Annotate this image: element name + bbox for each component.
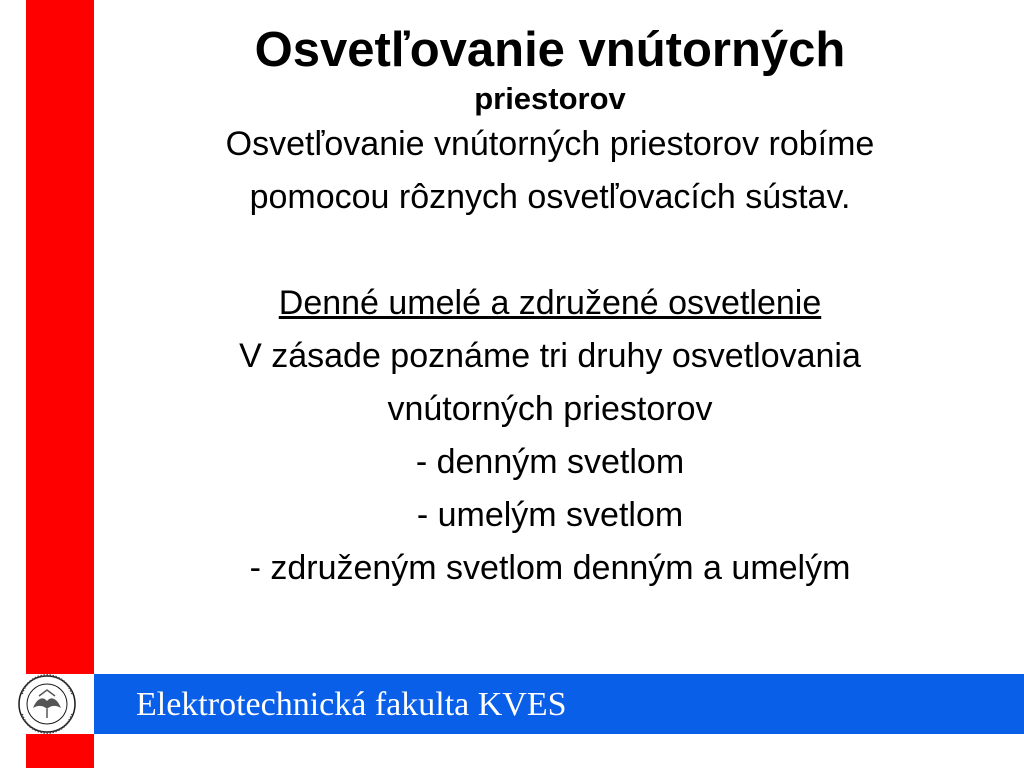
intro-line: Osvetľovanie vnútorných priestorov robíme [225,125,875,163]
slide-content [100,20,1000,595]
footer-label: Elektrotechnická fakulta KVES [136,686,567,723]
slide-subtitle: priestorov [474,81,626,116]
list-item-combined: - združeným svetlom denným a umelým [249,549,851,587]
list-item-artificial: - umelým svetlom [416,496,684,534]
slide-title: Osvetľovanie vnútorných [254,23,846,77]
section-heading: Denné umelé a združené osvetlenie [278,284,822,322]
red-side-bar [26,0,94,768]
spacer [100,224,1000,277]
list-item-daylight: - denným svetlom [415,443,685,481]
section-line: vnútorných priestorov [387,390,713,428]
section-line: V zásade poznáme tri druhy osvetlovania [239,337,861,375]
intro-line: pomocou rôznych osvetľovacích sústav. [249,178,851,216]
university-seal-icon [16,674,78,734]
